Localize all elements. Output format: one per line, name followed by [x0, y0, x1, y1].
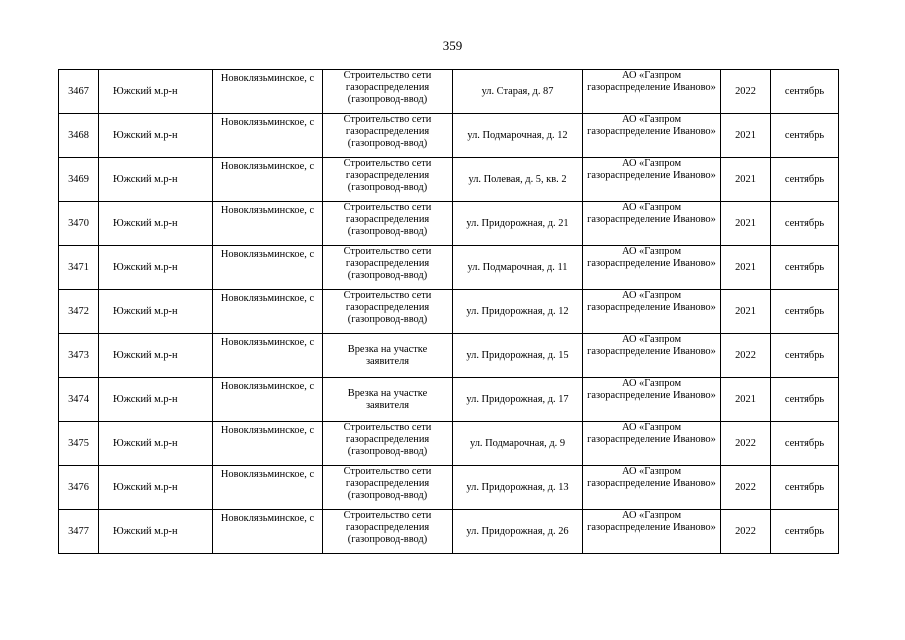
table-row [59, 290, 839, 334]
work-type-cell: Строительство сети газораспределения (газопровод-ввод) [323, 158, 453, 202]
district-cell: Южский м.р-н [99, 334, 213, 378]
settlement-cell: Новоклязьминское, с [213, 466, 323, 510]
table-row [59, 378, 839, 422]
table-row [59, 466, 839, 510]
year-cell: 2022 [721, 70, 771, 114]
address-cell: ул. Придорожная, д. 17 [453, 378, 583, 422]
table-row [59, 70, 839, 114]
settlement-cell: Новоклязьминское, с [213, 246, 323, 290]
table-row [59, 334, 839, 378]
row-id-cell: 3477 [59, 510, 99, 554]
organization-cell: АО «Газпром газораспределение Иваново» [583, 510, 721, 554]
row-id-cell: 3470 [59, 202, 99, 246]
district-cell: Южский м.р-н [99, 202, 213, 246]
row-id-cell: 3476 [59, 466, 99, 510]
year-cell: 2022 [721, 422, 771, 466]
work-type-cell: Строительство сети газораспределения (газопровод-ввод) [323, 510, 453, 554]
address-cell: ул. Старая, д. 87 [453, 70, 583, 114]
address-cell: ул. Подмарочная, д. 11 [453, 246, 583, 290]
district-cell: Южский м.р-н [99, 158, 213, 202]
district-cell: Южский м.р-н [99, 510, 213, 554]
work-type-cell: Строительство сети газораспределения (газопровод-ввод) [323, 246, 453, 290]
month-cell: сентябрь [771, 202, 839, 246]
year-cell: 2022 [721, 466, 771, 510]
table-row [59, 246, 839, 290]
settlement-cell: Новоклязьминское, с [213, 334, 323, 378]
table-row [59, 202, 839, 246]
row-id-cell: 3468 [59, 114, 99, 158]
settlement-cell: Новоклязьминское, с [213, 114, 323, 158]
district-cell: Южский м.р-н [99, 290, 213, 334]
settlement-cell: Новоклязьминское, с [213, 510, 323, 554]
work-type-cell: Строительство сети газораспределения (газопровод-ввод) [323, 114, 453, 158]
row-id-cell: 3473 [59, 334, 99, 378]
organization-cell: АО «Газпром газораспределение Иваново» [583, 70, 721, 114]
organization-cell: АО «Газпром газораспределение Иваново» [583, 290, 721, 334]
row-id-cell: 3472 [59, 290, 99, 334]
work-type-cell: Врезка на участке заявителя [323, 378, 453, 422]
month-cell: сентябрь [771, 246, 839, 290]
month-cell: сентябрь [771, 290, 839, 334]
page-number: 359 [442, 38, 463, 53]
organization-cell: АО «Газпром газораспределение Иваново» [583, 246, 721, 290]
address-cell: ул. Придорожная, д. 15 [453, 334, 583, 378]
address-cell: ул. Придорожная, д. 26 [453, 510, 583, 554]
address-cell: ул. Придорожная, д. 13 [453, 466, 583, 510]
organization-cell: АО «Газпром газораспределение Иваново» [583, 378, 721, 422]
work-type-cell: Строительство сети газораспределения (газопровод-ввод) [323, 422, 453, 466]
year-cell: 2021 [721, 290, 771, 334]
row-id-cell: 3475 [59, 422, 99, 466]
organization-cell: АО «Газпром газораспределение Иваново» [583, 422, 721, 466]
row-id-cell: 3467 [59, 70, 99, 114]
settlement-cell: Новоклязьминское, с [213, 378, 323, 422]
table-row [59, 114, 839, 158]
organization-cell: АО «Газпром газораспределение Иваново» [583, 466, 721, 510]
district-cell: Южский м.р-н [99, 70, 213, 114]
year-cell: 2021 [721, 114, 771, 158]
work-type-cell: Строительство сети газораспределения (газопровод-ввод) [323, 466, 453, 510]
year-cell: 2021 [721, 202, 771, 246]
district-cell: Южский м.р-н [99, 114, 213, 158]
registry-table [58, 69, 839, 554]
settlement-cell: Новоклязьминское, с [213, 290, 323, 334]
settlement-cell: Новоклязьминское, с [213, 70, 323, 114]
organization-cell: АО «Газпром газораспределение Иваново» [583, 202, 721, 246]
work-type-cell: Строительство сети газораспределения (газопровод-ввод) [323, 290, 453, 334]
table-row [59, 158, 839, 202]
work-type-cell: Строительство сети газораспределения (газопровод-ввод) [323, 70, 453, 114]
row-id-cell: 3469 [59, 158, 99, 202]
address-cell: ул. Придорожная, д. 12 [453, 290, 583, 334]
address-cell: ул. Подмарочная, д. 9 [453, 422, 583, 466]
year-cell: 2022 [721, 510, 771, 554]
organization-cell: АО «Газпром газораспределение Иваново» [583, 114, 721, 158]
registry-table-body [59, 70, 839, 554]
month-cell: сентябрь [771, 334, 839, 378]
table-row [59, 422, 839, 466]
year-cell: 2021 [721, 246, 771, 290]
table-row [59, 510, 839, 554]
work-type-cell: Врезка на участке заявителя [323, 334, 453, 378]
month-cell: сентябрь [771, 114, 839, 158]
month-cell: сентябрь [771, 510, 839, 554]
settlement-cell: Новоклязьминское, с [213, 422, 323, 466]
year-cell: 2021 [721, 158, 771, 202]
address-cell: ул. Подмарочная, д. 12 [453, 114, 583, 158]
address-cell: ул. Придорожная, д. 21 [453, 202, 583, 246]
district-cell: Южский м.р-н [99, 378, 213, 422]
settlement-cell: Новоклязьминское, с [213, 158, 323, 202]
settlement-cell: Новоклязьминское, с [213, 202, 323, 246]
row-id-cell: 3471 [59, 246, 99, 290]
month-cell: сентябрь [771, 422, 839, 466]
organization-cell: АО «Газпром газораспределение Иваново» [583, 158, 721, 202]
year-cell: 2021 [721, 378, 771, 422]
district-cell: Южский м.р-н [99, 246, 213, 290]
row-id-cell: 3474 [59, 378, 99, 422]
month-cell: сентябрь [771, 378, 839, 422]
year-cell: 2022 [721, 334, 771, 378]
organization-cell: АО «Газпром газораспределение Иваново» [583, 334, 721, 378]
address-cell: ул. Полевая, д. 5, кв. 2 [453, 158, 583, 202]
month-cell: сентябрь [771, 466, 839, 510]
district-cell: Южский м.р-н [99, 422, 213, 466]
month-cell: сентябрь [771, 70, 839, 114]
district-cell: Южский м.р-н [99, 466, 213, 510]
month-cell: сентябрь [771, 158, 839, 202]
work-type-cell: Строительство сети газораспределения (газопровод-ввод) [323, 202, 453, 246]
